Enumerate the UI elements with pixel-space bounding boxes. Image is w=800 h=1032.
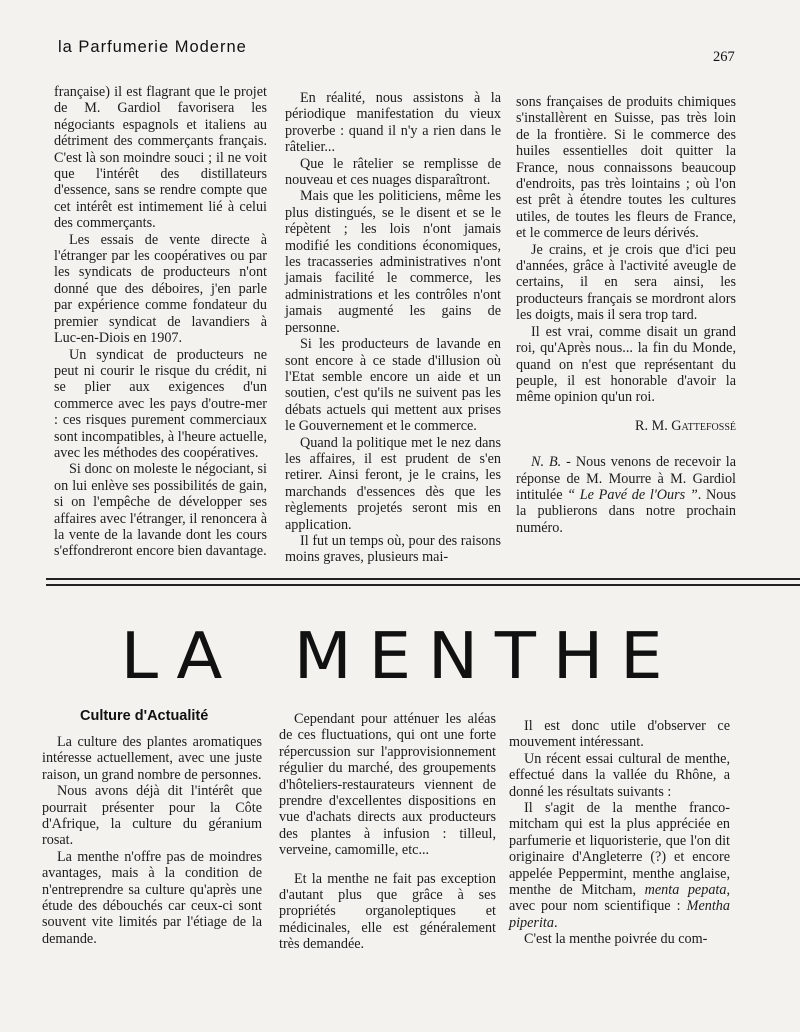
- paragraph: Un récent essai cultural de menthe, effectué dans la vallée du Rhône, a donné les résultats suivants :: [509, 750, 730, 800]
- title-word-la: LA: [120, 620, 240, 694]
- paragraph: française) il est flagrant que le projet de M. Gardiol favorisera les négociants espagnols et italiens au détriment des commerçants français. C'est là son moindre souci ; il ne voit que l'intérêt des distillateurs d'essence, sans se rendre compte que cet intérêt est intimement lié à celui des commerçants.: [54, 84, 267, 232]
- nb-quoted-title: “ Le Pavé de l'Ours ”: [567, 486, 698, 503]
- latin-name-mentha-piperita: Mentha piperita: [509, 898, 730, 931]
- paragraph: [509, 800, 730, 931]
- paragraph: Les essais de vente directe à l'étranger par les coopératives ou par les syndicats de producteurs n'ont donné que des déboires, j'en parle par expérience comme fondateur du premier syndicat de lavandiers à Luc-en-Diois en 1907.: [54, 231, 267, 347]
- paragraph: Nous avons déjà dit l'intérêt que pourrait présenter pour la Côte d'Afrique, la culture du géranium rosat.: [42, 783, 262, 849]
- latin-connector: , avec pour nom scientifique :: [509, 882, 731, 915]
- latin-end: .: [553, 914, 558, 931]
- paragraph: sons françaises de produits chimiques s'installèrent en Suisse, pas très loin de la frontière. Si le commerce des huiles essentielles doit quitter la France, nous connaissons beaucoup d'endroits, pas très lointains ; où l'on est prêt à étendre toutes les cultures utiles, de toutes les fleurs de France, et le commerce de leurs dérivés.: [516, 94, 736, 242]
- paragraph: Mais que les politiciens, même les plus distingués, se le disent et se le répètent ; les lois n'ont jamais modifié les conditions économiques, les tracasseries administratives n'ont jamais facilité le commerce, les administrations et les contrôles n'ont jamais augmenté les gains de personne.: [285, 188, 501, 336]
- paragraph: Il est vrai, comme disait un grand roi, qu'Après nous... la fin du Monde, quand on n'est que représentant du peuple, il est honorable d'avoir la même opinion qu'un roi.: [516, 323, 736, 406]
- paragraph: Et la menthe ne fait pas exception d'autant plus que grâce à ses propriétés organoleptiques et médicinales, elle est généralement très demandée.: [279, 870, 496, 953]
- paragraph: Que le râtelier se remplisse de nouveau et ces nuages disparaîtront.: [285, 155, 501, 189]
- paragraph-text: Il s'agit de la menthe franco-mitcham qui est la plus appréciée en parfumerie et liquoristerie, que l'on dit originaire d'Angleterre (?) et encore appelée Peppermint, menthe anglaise, menthe de Mitcham,: [509, 800, 730, 899]
- editor-note: [516, 454, 736, 536]
- latin-name-menta-pepata: menta pepata: [644, 882, 727, 899]
- article1-column-1: [54, 84, 267, 560]
- section-subheading: Culture d'Actualité: [80, 708, 209, 724]
- paragraph: Quand la politique met le nez dans les affaires, il est prudent de s'en retirer. Ainsi feront, je le crains, les marchands d'essences dès que les règlements projetés seront mis en application.: [285, 434, 501, 533]
- paragraph: Il fut un temps où, pour des raisons moins graves, plusieurs mai-: [285, 532, 501, 566]
- paragraph: Si les producteurs de lavande en sont encore à ce stade d'illusion où l'Etat semble encore un aide et un soutien, c'est qu'ils ne suivent pas les débats actuels qui mettent aux prises le Gouvernement et le commerce.: [285, 336, 501, 435]
- nb-text-after: . Nous la publierons dans notre prochain numéro.: [516, 486, 736, 536]
- section-divider-top: [46, 578, 800, 580]
- article1-column-3: [516, 94, 736, 536]
- page-number: 267: [713, 49, 735, 65]
- paragraph: La culture des plantes aromatiques intéresse actuellement, avec une juste raison, un grand nombre de personnes.: [42, 734, 262, 783]
- nb-text-before: - Nous venons de recevoir la réponse de M. Mourre à M. Gardiol intitulée: [516, 454, 736, 503]
- section-divider-bottom: [46, 584, 800, 586]
- paragraph: La menthe n'offre pas de moindres avantages, mais à la condition de n'entreprendre sa culture qu'après une étude des débouchés car ceux-ci sont souvent vite limités par l'étiage de la demande.: [42, 848, 262, 947]
- article2-column-2: [279, 711, 496, 953]
- paragraph: Cependant pour atténuer les aléas de ces fluctuations, qui ont une forte répercussion sur l'approvisionnement régulier du marché, des groupements d'hôteliers-restaurateurs viennent de prendre d'excellentes dispositions en vue d'achats directs aux producteurs des plantes à infusion : tilleul, verveine, camomille, etc...: [279, 711, 496, 859]
- paragraph: Un syndicat de producteurs ne peut ni courir le risque du crédit, ni se plier aux exigences d'un commerce avec les pays d'outre-mer : ces risques purement commerciaux sont incompatibles, à l'heure actuelle, avec les méthodes des coopératives.: [54, 346, 267, 461]
- article2-column-1: [42, 734, 262, 947]
- paragraph: Je crains, et je crois que d'ici peu d'années, grâce à l'activité aveugle de certains, il en sera ainsi, les producteurs français se mordront alors les doigts, mais il sera trop tard.: [516, 241, 736, 324]
- author-signature: R. M. Gattefossé: [635, 417, 736, 434]
- nb-label: N. B.: [531, 454, 562, 471]
- journal-title: la Parfumerie Moderne: [58, 38, 247, 56]
- article1-column-2: [285, 90, 501, 566]
- article-title: [0, 620, 800, 694]
- paragraph: Si donc on moleste le négociant, si on lui enlève ses possibilités de gain, si on l'empêche de développer ses affaires avec l'étranger, il renoncera à la vente de la lavande dont les cours s'effondreront encore bien davantage.: [54, 461, 267, 560]
- paragraph: C'est la menthe poivrée du com-: [524, 931, 708, 948]
- paragraph: Il est donc utile d'observer ce mouvement intéressant.: [509, 718, 730, 751]
- paragraph: En réalité, nous assistons à la périodique manifestation du vieux proverbe : quand il n'y a rien dans le râtelier...: [285, 90, 501, 156]
- article2-column-3: [509, 718, 730, 948]
- title-word-menthe: MENTHE: [293, 620, 680, 694]
